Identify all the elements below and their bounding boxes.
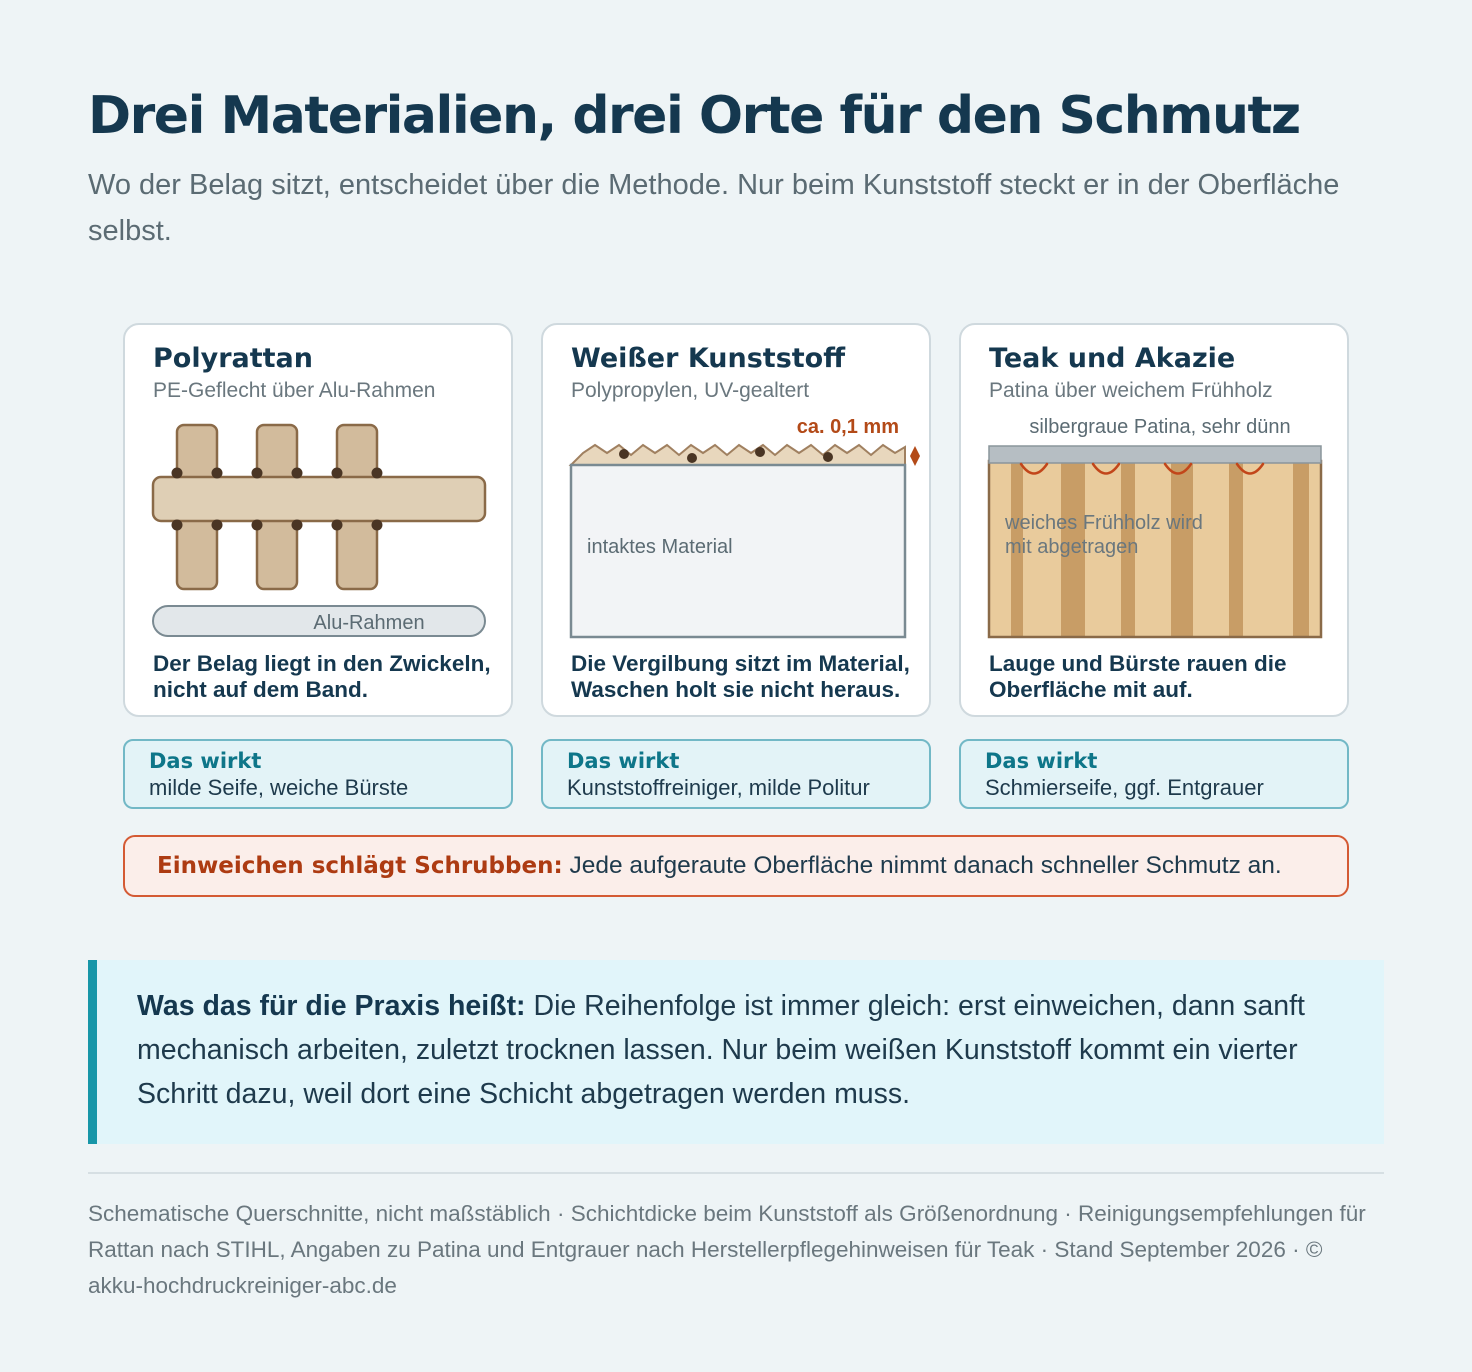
card-title: Polyrattan: [153, 343, 313, 374]
works-title: Das wirkt: [567, 749, 680, 773]
card-subtitle: Patina über weichem Frühholz: [989, 379, 1273, 402]
card-title: Teak und Akazie: [989, 343, 1236, 374]
thickness-label: ca. 0,1 mm: [796, 416, 899, 438]
card-caption: Die Vergilbung sitzt im Material, Waschen holt sie nicht heraus.: [571, 651, 910, 702]
card-white-plastic: [541, 323, 931, 717]
works-box-polyrattan: [123, 739, 513, 809]
card-title: Weißer Kunststoff: [571, 343, 846, 374]
thickness-marker: [910, 446, 920, 466]
earlywood-label: weiches Frühholz wird: [1005, 512, 1203, 534]
works-text: Schmierseife, ggf. Entgrauer: [985, 775, 1264, 800]
practice-text: Die Reihenfolge ist immer gleich: erst einweichen, dann sanft mechanisch arbeiten, zuletzt trocknen lassen. Nur beim weißen Kunststoff kommt ein vierter Schritt dazu, weil dort eine Schicht abgetragen werden muss.: [137, 990, 1305, 1110]
page-title: Drei Materialien, drei Orte für den Schmutz: [88, 86, 1300, 146]
card-subtitle: Polypropylen, UV-gealtert: [571, 379, 810, 402]
works-title: Das wirkt: [149, 749, 262, 773]
page-subtitle: Wo der Belag sitzt, entscheidet über die Methode. Nur beim Kunststoff steckt er in der Oberfläche selbst.: [88, 169, 1340, 247]
works-text: Kunststoffreiniger, milde Politur: [567, 775, 870, 800]
patina-layer: [989, 446, 1321, 463]
earlywood-label: mit abgetragen: [1005, 536, 1139, 558]
horizontal-band: [153, 477, 485, 521]
practice-bold: Was das für die Praxis heißt:: [137, 990, 526, 1022]
warning-text: Jede aufgeraute Oberfläche nimmt danach schneller Schmutz an.: [562, 852, 1282, 879]
card-teak: [959, 323, 1349, 717]
works-box-teak: [959, 739, 1349, 809]
footer-note: Schematische Querschnitte, nicht maßstäblich · Schichtdicke beim Kunststoff als Größenordnung · Reinigungsempfehlungen für Rattan nach STIHL, Angaben zu Patina und Entgrauer nach Herstellerpflegehinweisen für Teak · Stand September 2026 · © akku-hochdruckreiniger-abc.de: [88, 1201, 1366, 1298]
footer-divider: [88, 1172, 1384, 1174]
practice-text-block: [137, 984, 1377, 1116]
warning-callout: [123, 835, 1349, 897]
works-title: Das wirkt: [985, 749, 1098, 773]
card-caption: Lauge und Bürste rauen die Oberfläche mit auf.: [989, 651, 1287, 702]
card-subtitle: PE-Geflecht über Alu-Rahmen: [153, 379, 436, 402]
works-text: milde Seife, weiche Bürste: [149, 775, 409, 800]
alu-frame-label: Alu-Rahmen: [313, 612, 425, 634]
warning-bold: Einweichen schlägt Schrubben:: [157, 853, 563, 879]
works-box-white-plastic: [541, 739, 931, 809]
card-caption: Der Belag liegt in den Zwickeln, nicht auf dem Band.: [153, 651, 491, 702]
card-polyrattan: [123, 323, 513, 717]
intact-material-label: intaktes Material: [587, 536, 733, 558]
patina-label: silbergraue Patina, sehr dünn: [1029, 416, 1291, 438]
practice-callout: [88, 960, 1384, 1144]
